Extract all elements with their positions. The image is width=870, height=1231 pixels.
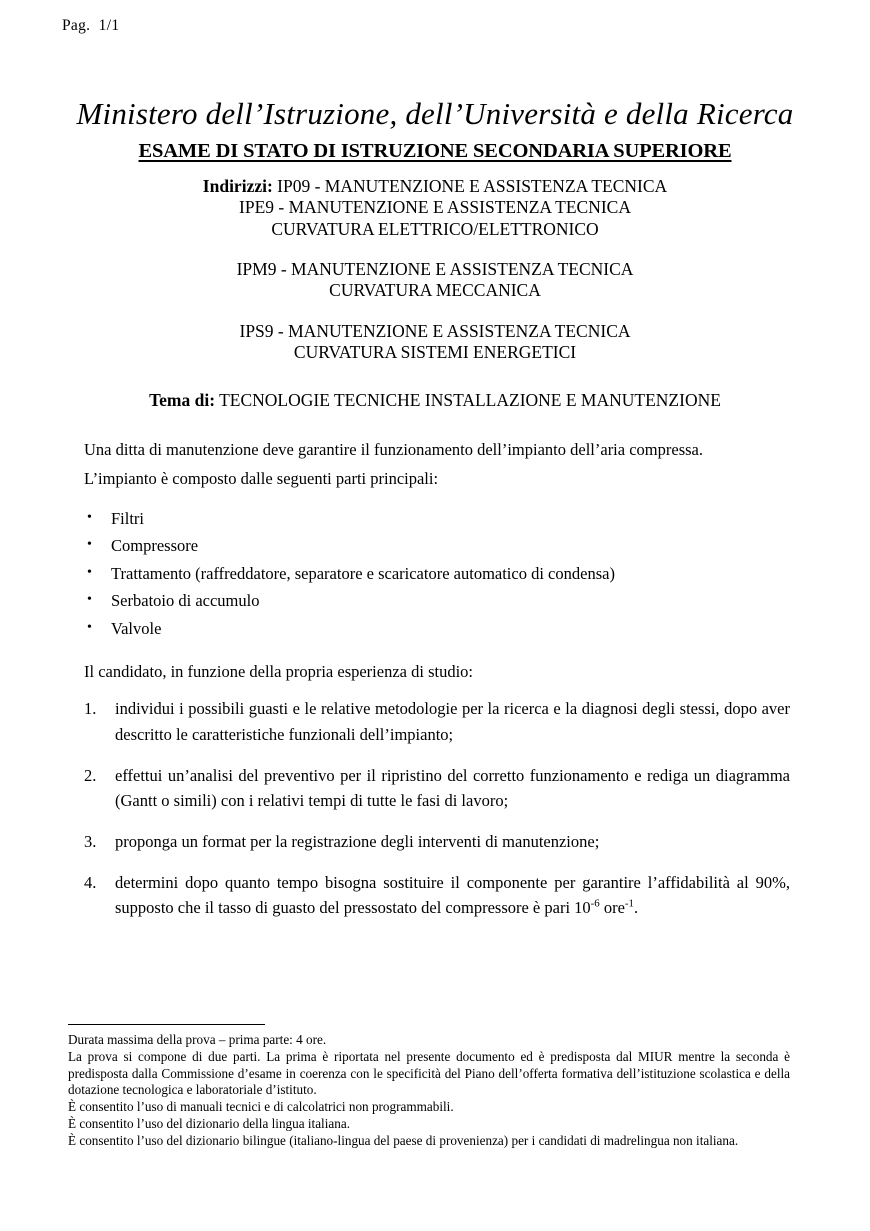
tasks-list	[84, 696, 790, 921]
task-text-before: determini dopo quanto tempo bisogna sostituire il componente per garantire l’affidabilità al 90%, supposto che il tasso di guasto del pressostato del compressore è pari 10	[115, 872, 790, 918]
list-item	[84, 588, 790, 614]
list-item-label: Valvole	[111, 618, 162, 638]
indirizzi-group-ipm9-line1: IPM9 - MANUTENZIONE E ASSISTENZA TECNICA	[236, 259, 634, 280]
tasks-lead-in: Il candidato, in funzione della propria esperienza di studio:	[84, 662, 473, 682]
spacer	[0, 302, 870, 321]
page-number: Pag. 1/1	[62, 17, 120, 34]
task-number: 2.	[84, 765, 97, 785]
footnote-line-1: Durata massima della prova – prima parte: 4 ore.	[68, 1032, 327, 1047]
indirizzi-group-ips9-line2: CURVATURA SISTEMI ENERGETICI	[293, 342, 577, 363]
tema-label: Tema di:	[149, 390, 216, 410]
task-number: 4.	[84, 872, 97, 892]
task-text	[115, 873, 790, 918]
intro-paragraph-1: Una ditta di manutenzione deve garantire il funzionamento dell’impianto dell’aria compressa.	[84, 440, 703, 459]
indirizzi-code-ip09: IP09 - MANUTENZIONE E ASSISTENZA TECNICA	[277, 176, 668, 196]
task-text-mid: ore	[599, 898, 625, 918]
footnote-line-4: È consentito l’uso del dizionario della lingua italiana.	[68, 1115, 350, 1131]
bullet-icon: •	[87, 537, 92, 553]
task-item-2	[84, 763, 790, 814]
indirizzi-group-ips9-line1: IPS9 - MANUTENZIONE E ASSISTENZA TECNICA	[239, 320, 631, 341]
footnote-line-5: È consentito l’uso del dizionario bilingue (italiano-lingua del paese di provenienza) per i candidati di madrelingua non italiana.	[68, 1132, 739, 1148]
tema-subject: TECNOLOGIE TECNICHE INSTALLAZIONE E MANUTENZIONE	[219, 390, 721, 410]
spacer	[0, 240, 870, 259]
indirizzi-label: Indirizzi:	[202, 176, 273, 196]
footnote-line-3: È consentito l’uso di manuali tecnici e di calcolatrici non programmabili.	[68, 1099, 454, 1115]
list-item-label: Serbatoio di accumulo	[111, 591, 260, 611]
tema-line	[0, 390, 870, 411]
indirizzi-group-ipe9-line2: CURVATURA ELETTRICO/ELETTRONICO	[271, 218, 599, 239]
bullet-icon: •	[87, 619, 92, 635]
task-text: proponga un format per la registrazione degli interventi di manutenzione;	[115, 832, 600, 851]
exam-title: ESAME DI STATO DI ISTRUZIONE SECONDARIA SUPERIORE	[138, 140, 732, 162]
exponent-hours: -1	[624, 897, 634, 910]
indirizzi-block	[0, 176, 870, 363]
list-item-label: Compressore	[111, 536, 199, 556]
list-item	[84, 506, 790, 532]
indirizzi-group-ipe9-line1: IPE9 - MANUTENZIONE E ASSISTENZA TECNICA	[239, 197, 631, 218]
exponent-failure-rate: -6	[590, 897, 600, 910]
footnote-separator	[68, 1024, 265, 1025]
list-item	[84, 561, 790, 587]
list-item	[84, 616, 790, 642]
list-item-label: Trattamento (raffreddatore, separatore e scaricatore automatico di condensa)	[111, 563, 615, 583]
bullet-icon: •	[87, 564, 92, 580]
task-text: effettui un’analisi del preventivo per il ripristino del corretto funzionamento e rediga un diagramma (Gantt o simili) con i relativi tempi di tutte le fasi di lavoro;	[115, 765, 790, 811]
bullet-icon: •	[87, 592, 92, 608]
components-list	[84, 506, 790, 642]
footnote-line-2: La prova si compone di due parti. La prima è riportata nel presente documento ed è predisposta dal MIUR mentre la seconda è predisposta dalla Commissione d’esame in coerenza con le specificità del Piano dell’offerta formativa dell’istituzione scolastica e della dotazione tecnologica e laboratoriale d’istituto.	[68, 1048, 790, 1098]
task-number: 1.	[84, 699, 97, 719]
indirizzi-first-line	[0, 176, 870, 197]
task-number: 3.	[84, 832, 97, 851]
task-item-4	[84, 870, 790, 921]
task-item-1	[84, 696, 790, 747]
footnote-block	[68, 1024, 790, 1149]
indirizzi-group-ipm9-line2: CURVATURA MECCANICA	[329, 280, 541, 301]
ministry-title: Ministero dell’Istruzione, dell’Università e della Ricerca	[76, 96, 794, 131]
bullet-icon: •	[87, 509, 92, 525]
list-item-label: Filtri	[111, 508, 145, 528]
task-text: individui i possibili guasti e le relative metodologie per la ricerca e la diagnosi degli stessi, dopo aver descritto le caratteristiche funzionali dell’impianto;	[115, 699, 790, 744]
intro-paragraph-2: L’impianto è composto dalle seguenti parti principali:	[84, 468, 439, 488]
task-text-after: .	[633, 898, 639, 918]
document-body	[84, 438, 790, 936]
list-item	[84, 533, 790, 559]
task-item-3	[84, 829, 790, 855]
